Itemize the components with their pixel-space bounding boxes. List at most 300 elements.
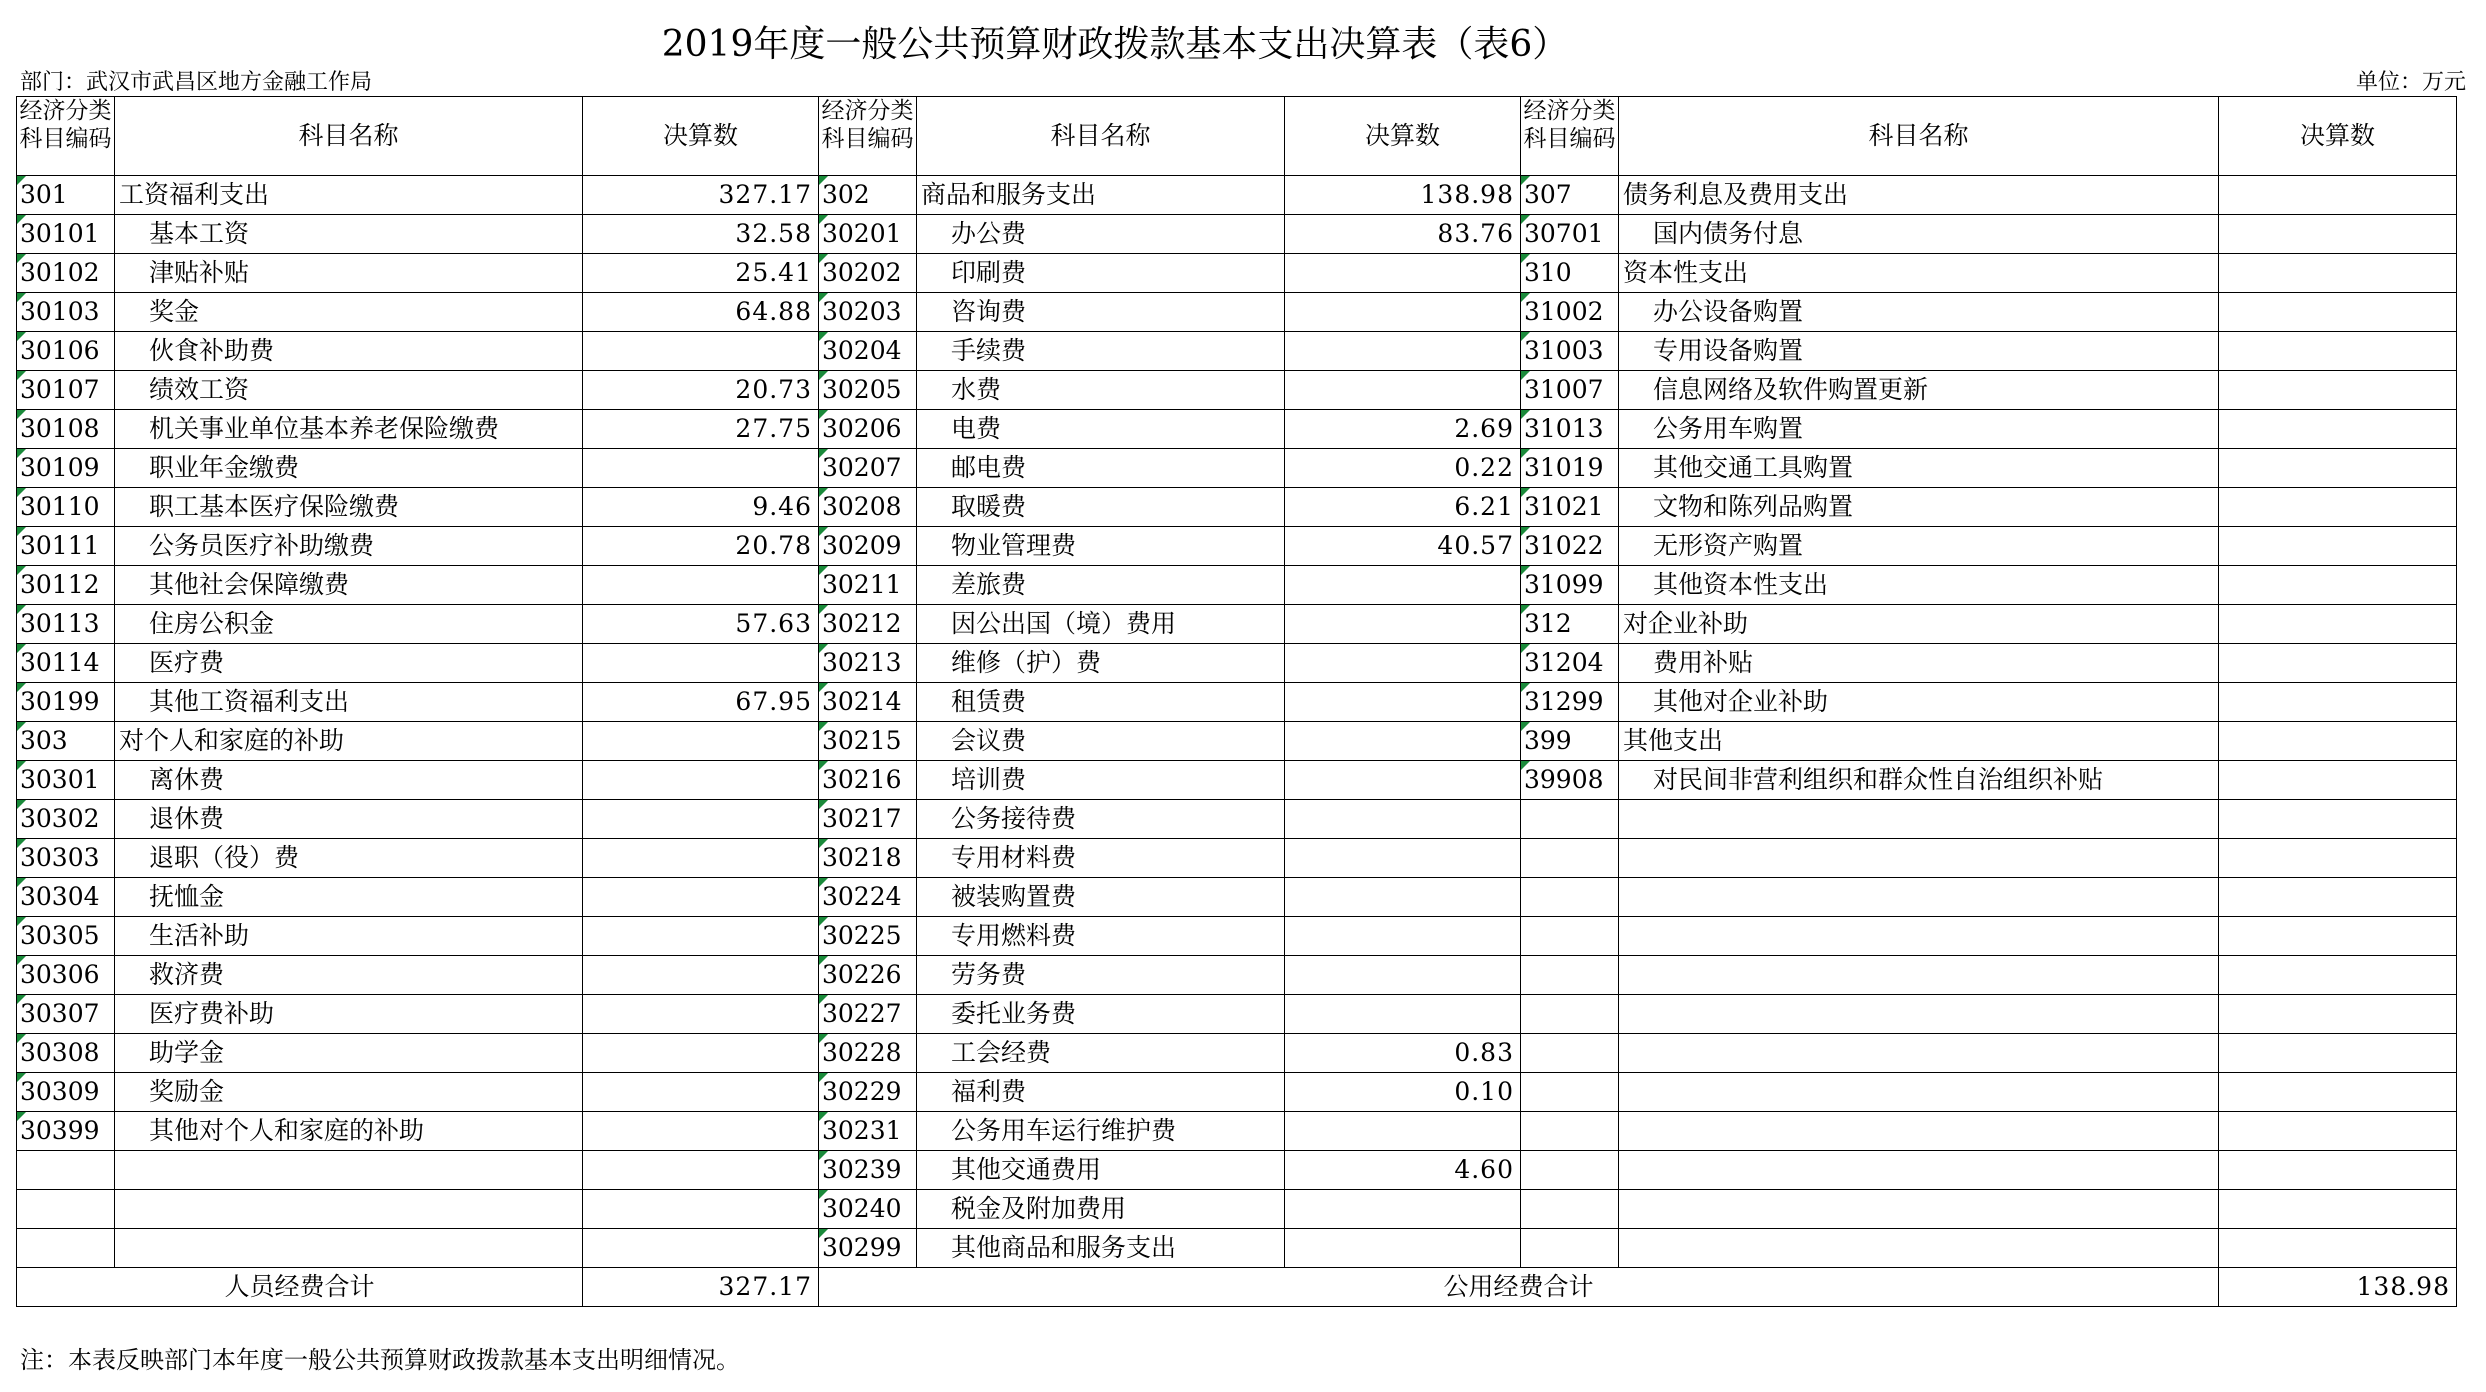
header-code-2[interactable]: 经济分类科目编码 <box>819 97 917 176</box>
header-amount-3[interactable]: 决算数 <box>2219 97 2457 176</box>
item-name-cell[interactable]: 住房公积金 <box>115 605 583 644</box>
table-row <box>17 956 2457 995</box>
amount-cell[interactable] <box>583 761 819 800</box>
item-name-cell[interactable]: 工资福利支出 <box>115 176 583 215</box>
table-row <box>17 878 2457 917</box>
table-row <box>17 293 2457 332</box>
item-name-cell[interactable]: 电费 <box>917 410 1285 449</box>
code-cell[interactable]: 30228 <box>819 1034 917 1073</box>
code-cell[interactable]: 30231 <box>819 1112 917 1151</box>
amount-cell[interactable] <box>1285 761 1521 800</box>
code-cell[interactable]: 31022 <box>1521 527 1619 566</box>
code-cell[interactable]: 30239 <box>819 1151 917 1190</box>
code-cell[interactable]: 31002 <box>1521 293 1619 332</box>
amount-cell[interactable]: 64.88 <box>583 293 819 332</box>
table-row <box>17 215 2457 254</box>
personnel-total-label[interactable]: 人员经费合计 <box>17 1268 583 1307</box>
item-name-cell[interactable]: 职工基本医疗保险缴费 <box>115 488 583 527</box>
table-row <box>17 410 2457 449</box>
code-cell[interactable]: 30204 <box>819 332 917 371</box>
table-row <box>17 1229 2457 1268</box>
amount-cell[interactable]: 0.22 <box>1285 449 1521 488</box>
amount-cell[interactable] <box>2219 254 2457 293</box>
code-cell[interactable]: 30215 <box>819 722 917 761</box>
amount-cell[interactable] <box>2219 1190 2457 1229</box>
code-cell[interactable]: 30304 <box>17 878 115 917</box>
amount-cell[interactable] <box>1285 839 1521 878</box>
code-cell[interactable]: 30307 <box>17 995 115 1034</box>
item-name-cell[interactable]: 专用设备购置 <box>1619 332 2219 371</box>
expenditure-table <box>16 96 2457 1307</box>
item-name-cell[interactable] <box>1619 917 2219 956</box>
amount-cell[interactable] <box>1285 683 1521 722</box>
amount-cell[interactable] <box>2219 956 2457 995</box>
amount-cell[interactable] <box>2219 800 2457 839</box>
code-cell[interactable]: 30102 <box>17 254 115 293</box>
code-cell[interactable]: 30227 <box>819 995 917 1034</box>
amount-cell[interactable]: 0.10 <box>1285 1073 1521 1112</box>
item-name-cell[interactable]: 奖金 <box>115 293 583 332</box>
item-name-cell[interactable]: 差旅费 <box>917 566 1285 605</box>
amount-cell[interactable] <box>2219 917 2457 956</box>
item-name-cell[interactable] <box>1619 1151 2219 1190</box>
item-name-cell[interactable]: 取暖费 <box>917 488 1285 527</box>
totals-row <box>17 1268 2457 1307</box>
amount-cell[interactable] <box>583 1151 819 1190</box>
code-cell[interactable]: 30205 <box>819 371 917 410</box>
table-row <box>17 761 2457 800</box>
item-name-cell[interactable] <box>1619 1229 2219 1268</box>
amount-cell[interactable] <box>1285 254 1521 293</box>
code-cell[interactable]: 30202 <box>819 254 917 293</box>
amount-cell[interactable] <box>2219 761 2457 800</box>
amount-cell[interactable] <box>583 566 819 605</box>
item-name-cell[interactable] <box>1619 1073 2219 1112</box>
item-name-cell[interactable]: 水费 <box>917 371 1285 410</box>
amount-cell[interactable]: 27.75 <box>583 410 819 449</box>
amount-cell[interactable] <box>1285 1190 1521 1229</box>
item-name-cell[interactable]: 专用材料费 <box>917 839 1285 878</box>
item-name-cell[interactable]: 机关事业单位基本养老保险缴费 <box>115 410 583 449</box>
amount-cell[interactable] <box>1285 1112 1521 1151</box>
item-name-cell[interactable]: 奖励金 <box>115 1073 583 1112</box>
code-cell[interactable]: 30399 <box>17 1112 115 1151</box>
code-cell[interactable]: 303 <box>17 722 115 761</box>
code-cell[interactable]: 31007 <box>1521 371 1619 410</box>
item-name-cell[interactable]: 其他交通工具购置 <box>1619 449 2219 488</box>
code-cell[interactable]: 30224 <box>819 878 917 917</box>
item-name-cell[interactable]: 专用燃料费 <box>917 917 1285 956</box>
code-cell[interactable] <box>1521 995 1619 1034</box>
public-total-label[interactable]: 公用经费合计 <box>819 1268 2219 1307</box>
code-cell[interactable]: 30114 <box>17 644 115 683</box>
report-title-row <box>0 16 2486 74</box>
item-name-cell[interactable]: 公务用车运行维护费 <box>917 1112 1285 1151</box>
code-cell[interactable]: 30212 <box>819 605 917 644</box>
header-code-3[interactable]: 经济分类科目编码 <box>1521 97 1619 176</box>
item-name-cell[interactable]: 救济费 <box>115 956 583 995</box>
code-cell[interactable] <box>17 1190 115 1229</box>
item-name-cell[interactable]: 医疗费补助 <box>115 995 583 1034</box>
amount-cell[interactable] <box>583 1073 819 1112</box>
item-name-cell[interactable]: 会议费 <box>917 722 1285 761</box>
code-cell[interactable]: 30209 <box>819 527 917 566</box>
code-cell[interactable]: 31013 <box>1521 410 1619 449</box>
code-cell[interactable]: 30305 <box>17 917 115 956</box>
item-name-cell[interactable]: 对民间非营利组织和群众性自治组织补贴 <box>1619 761 2219 800</box>
item-name-cell[interactable]: 退休费 <box>115 800 583 839</box>
item-name-cell[interactable] <box>1619 878 2219 917</box>
item-name-cell[interactable]: 工会经费 <box>917 1034 1285 1073</box>
item-name-cell[interactable]: 基本工资 <box>115 215 583 254</box>
code-cell[interactable] <box>1521 1112 1619 1151</box>
amount-cell[interactable]: 138.98 <box>1285 176 1521 215</box>
code-cell[interactable] <box>17 1229 115 1268</box>
code-cell[interactable]: 30225 <box>819 917 917 956</box>
amount-cell[interactable] <box>2219 293 2457 332</box>
table-row <box>17 527 2457 566</box>
code-cell[interactable] <box>1521 1034 1619 1073</box>
footnote: 注：本表反映部门本年度一般公共预算财政拨款基本支出明细情况。 <box>20 1346 740 1374</box>
amount-cell[interactable] <box>2219 449 2457 488</box>
code-cell[interactable]: 30213 <box>819 644 917 683</box>
code-cell[interactable]: 30701 <box>1521 215 1619 254</box>
table-row <box>17 1073 2457 1112</box>
code-cell[interactable]: 301 <box>17 176 115 215</box>
amount-cell[interactable] <box>583 995 819 1034</box>
code-cell[interactable]: 30199 <box>17 683 115 722</box>
department-label: 部门：武汉市武昌区地方金融工作局 <box>20 70 373 95</box>
code-cell[interactable]: 30108 <box>17 410 115 449</box>
code-cell[interactable]: 30109 <box>17 449 115 488</box>
amount-cell[interactable] <box>1285 995 1521 1034</box>
code-cell[interactable]: 30211 <box>819 566 917 605</box>
amount-cell[interactable] <box>1285 293 1521 332</box>
table-row <box>17 176 2457 215</box>
item-name-cell[interactable]: 信息网络及软件购置更新 <box>1619 371 2219 410</box>
code-cell[interactable]: 30107 <box>17 371 115 410</box>
item-name-cell[interactable] <box>115 1190 583 1229</box>
code-cell[interactable]: 30201 <box>819 215 917 254</box>
item-name-cell[interactable]: 资本性支出 <box>1619 254 2219 293</box>
item-name-cell[interactable]: 无形资产购置 <box>1619 527 2219 566</box>
item-name-cell[interactable]: 医疗费 <box>115 644 583 683</box>
item-name-cell[interactable]: 职业年金缴费 <box>115 449 583 488</box>
code-cell[interactable]: 30103 <box>17 293 115 332</box>
table-row <box>17 917 2457 956</box>
amount-cell[interactable] <box>1285 800 1521 839</box>
table-row <box>17 995 2457 1034</box>
code-cell[interactable]: 30106 <box>17 332 115 371</box>
amount-cell[interactable]: 4.60 <box>1285 1151 1521 1190</box>
item-name-cell[interactable]: 其他工资福利支出 <box>115 683 583 722</box>
table-row <box>17 449 2457 488</box>
code-cell[interactable]: 30112 <box>17 566 115 605</box>
code-cell[interactable] <box>1521 1190 1619 1229</box>
item-name-cell[interactable]: 抚恤金 <box>115 878 583 917</box>
table-row <box>17 800 2457 839</box>
code-cell[interactable]: 30206 <box>819 410 917 449</box>
table-row <box>17 1112 2457 1151</box>
item-name-cell[interactable]: 离休费 <box>115 761 583 800</box>
report-title: 2019年度一般公共预算财政拨款基本支出决算表（表6） <box>661 24 1569 65</box>
amount-cell[interactable] <box>1285 917 1521 956</box>
amount-cell[interactable]: 83.76 <box>1285 215 1521 254</box>
item-name-cell[interactable]: 对个人和家庭的补助 <box>115 722 583 761</box>
amount-cell[interactable] <box>2219 332 2457 371</box>
code-cell[interactable]: 31099 <box>1521 566 1619 605</box>
amount-cell[interactable]: 327.17 <box>583 176 819 215</box>
amount-cell[interactable] <box>583 332 819 371</box>
item-name-cell[interactable] <box>1619 956 2219 995</box>
amount-cell[interactable] <box>583 956 819 995</box>
item-name-cell[interactable]: 费用补贴 <box>1619 644 2219 683</box>
amount-cell[interactable] <box>1285 1229 1521 1268</box>
table-row <box>17 1034 2457 1073</box>
table-row <box>17 1190 2457 1229</box>
item-name-cell[interactable]: 伙食补助费 <box>115 332 583 371</box>
amount-cell[interactable] <box>583 917 819 956</box>
amount-cell[interactable] <box>2219 371 2457 410</box>
code-cell[interactable]: 310 <box>1521 254 1619 293</box>
amount-cell[interactable] <box>2219 488 2457 527</box>
item-name-cell[interactable]: 邮电费 <box>917 449 1285 488</box>
table-row <box>17 488 2457 527</box>
item-name-cell[interactable]: 办公费 <box>917 215 1285 254</box>
code-cell[interactable] <box>1521 1151 1619 1190</box>
amount-cell[interactable]: 0.83 <box>1285 1034 1521 1073</box>
code-cell[interactable] <box>1521 800 1619 839</box>
code-cell[interactable]: 31021 <box>1521 488 1619 527</box>
amount-cell[interactable]: 25.41 <box>583 254 819 293</box>
table-row <box>17 683 2457 722</box>
item-name-cell[interactable]: 其他交通费用 <box>917 1151 1285 1190</box>
amount-cell[interactable] <box>583 800 819 839</box>
code-cell[interactable] <box>1521 956 1619 995</box>
amount-cell[interactable]: 67.95 <box>583 683 819 722</box>
item-name-cell[interactable]: 因公出国（境）费用 <box>917 605 1285 644</box>
code-cell[interactable]: 30110 <box>17 488 115 527</box>
header-amount-2[interactable]: 决算数 <box>1285 97 1521 176</box>
item-name-cell[interactable]: 办公设备购置 <box>1619 293 2219 332</box>
amount-cell[interactable] <box>2219 215 2457 254</box>
code-cell[interactable]: 30303 <box>17 839 115 878</box>
amount-cell[interactable] <box>1285 332 1521 371</box>
amount-cell[interactable] <box>1285 956 1521 995</box>
header-name-3[interactable]: 科目名称 <box>1619 97 2219 176</box>
item-name-cell[interactable]: 退职（役）费 <box>115 839 583 878</box>
code-cell[interactable]: 30218 <box>819 839 917 878</box>
item-name-cell[interactable]: 其他资本性支出 <box>1619 566 2219 605</box>
amount-cell[interactable]: 40.57 <box>1285 527 1521 566</box>
public-total-amount[interactable]: 138.98 <box>2219 1268 2457 1307</box>
item-name-cell[interactable]: 劳务费 <box>917 956 1285 995</box>
code-cell[interactable]: 30214 <box>819 683 917 722</box>
item-name-cell[interactable] <box>115 1229 583 1268</box>
amount-cell[interactable]: 6.21 <box>1285 488 1521 527</box>
code-cell[interactable]: 31003 <box>1521 332 1619 371</box>
table-row <box>17 566 2457 605</box>
code-cell[interactable]: 30240 <box>819 1190 917 1229</box>
amount-cell[interactable]: 32.58 <box>583 215 819 254</box>
item-name-cell[interactable] <box>1619 1034 2219 1073</box>
code-cell[interactable]: 30113 <box>17 605 115 644</box>
table-row <box>17 254 2457 293</box>
code-cell[interactable]: 30207 <box>819 449 917 488</box>
item-name-cell[interactable]: 公务接待费 <box>917 800 1285 839</box>
item-name-cell[interactable]: 对企业补助 <box>1619 605 2219 644</box>
table-row <box>17 839 2457 878</box>
item-name-cell[interactable]: 租赁费 <box>917 683 1285 722</box>
amount-cell[interactable] <box>2219 683 2457 722</box>
amount-cell[interactable] <box>583 1190 819 1229</box>
amount-cell[interactable] <box>2219 878 2457 917</box>
amount-cell[interactable] <box>1285 644 1521 683</box>
amount-cell[interactable] <box>2219 995 2457 1034</box>
amount-cell[interactable] <box>583 1229 819 1268</box>
code-cell[interactable]: 31204 <box>1521 644 1619 683</box>
code-cell[interactable]: 30226 <box>819 956 917 995</box>
code-cell[interactable]: 30208 <box>819 488 917 527</box>
item-name-cell[interactable] <box>1619 995 2219 1034</box>
amount-cell[interactable] <box>583 878 819 917</box>
table-row <box>17 605 2457 644</box>
code-cell[interactable]: 30308 <box>17 1034 115 1073</box>
item-name-cell[interactable]: 助学金 <box>115 1034 583 1073</box>
item-name-cell[interactable]: 委托业务费 <box>917 995 1285 1034</box>
item-name-cell[interactable]: 公务员医疗补助缴费 <box>115 527 583 566</box>
code-cell[interactable]: 30216 <box>819 761 917 800</box>
amount-cell[interactable] <box>2219 1151 2457 1190</box>
amount-cell[interactable] <box>583 1034 819 1073</box>
amount-cell[interactable] <box>2219 605 2457 644</box>
amount-cell[interactable] <box>1285 566 1521 605</box>
header-row <box>17 97 2457 176</box>
item-name-cell[interactable]: 其他商品和服务支出 <box>917 1229 1285 1268</box>
code-cell[interactable]: 30306 <box>17 956 115 995</box>
code-cell[interactable]: 31299 <box>1521 683 1619 722</box>
code-cell[interactable]: 30301 <box>17 761 115 800</box>
item-name-cell[interactable]: 税金及附加费用 <box>917 1190 1285 1229</box>
code-cell[interactable]: 30309 <box>17 1073 115 1112</box>
amount-cell[interactable] <box>2219 176 2457 215</box>
item-name-cell[interactable] <box>1619 1112 2219 1151</box>
table-row <box>17 644 2457 683</box>
code-cell[interactable]: 39908 <box>1521 761 1619 800</box>
header-name-1[interactable]: 科目名称 <box>115 97 583 176</box>
table-row <box>17 722 2457 761</box>
item-name-cell[interactable]: 其他对个人和家庭的补助 <box>115 1112 583 1151</box>
item-name-cell[interactable]: 公务用车购置 <box>1619 410 2219 449</box>
amount-cell[interactable] <box>1285 878 1521 917</box>
amount-cell[interactable]: 2.69 <box>1285 410 1521 449</box>
code-cell[interactable] <box>1521 1229 1619 1268</box>
amount-cell[interactable] <box>2219 566 2457 605</box>
personnel-total-amount[interactable]: 327.17 <box>583 1268 819 1307</box>
amount-cell[interactable] <box>2219 410 2457 449</box>
item-name-cell[interactable]: 福利费 <box>917 1073 1285 1112</box>
item-name-cell[interactable]: 印刷费 <box>917 254 1285 293</box>
item-name-cell[interactable]: 维修（护）费 <box>917 644 1285 683</box>
item-name-cell[interactable]: 被装购置费 <box>917 878 1285 917</box>
code-cell[interactable] <box>17 1151 115 1190</box>
item-name-cell[interactable] <box>1619 839 2219 878</box>
amount-cell[interactable]: 9.46 <box>583 488 819 527</box>
item-name-cell[interactable]: 其他支出 <box>1619 722 2219 761</box>
code-cell[interactable]: 30101 <box>17 215 115 254</box>
code-cell[interactable]: 30217 <box>819 800 917 839</box>
code-cell[interactable]: 30111 <box>17 527 115 566</box>
amount-cell[interactable] <box>583 644 819 683</box>
amount-cell[interactable] <box>583 722 819 761</box>
amount-cell[interactable]: 20.73 <box>583 371 819 410</box>
amount-cell[interactable] <box>2219 527 2457 566</box>
code-cell[interactable] <box>1521 917 1619 956</box>
item-name-cell[interactable]: 绩效工资 <box>115 371 583 410</box>
code-cell[interactable]: 302 <box>819 176 917 215</box>
amount-cell[interactable] <box>2219 1073 2457 1112</box>
item-name-cell[interactable]: 商品和服务支出 <box>917 176 1285 215</box>
code-cell[interactable]: 307 <box>1521 176 1619 215</box>
table-row <box>17 1151 2457 1190</box>
amount-cell[interactable]: 20.78 <box>583 527 819 566</box>
code-cell[interactable]: 30203 <box>819 293 917 332</box>
item-name-cell[interactable]: 津贴补贴 <box>115 254 583 293</box>
item-name-cell[interactable]: 生活补助 <box>115 917 583 956</box>
item-name-cell[interactable]: 手续费 <box>917 332 1285 371</box>
amount-cell[interactable] <box>1285 722 1521 761</box>
amount-cell[interactable]: 57.63 <box>583 605 819 644</box>
item-name-cell[interactable]: 其他社会保障缴费 <box>115 566 583 605</box>
code-cell[interactable] <box>1521 878 1619 917</box>
unit-label: 单位：万元 <box>2355 70 2466 95</box>
item-name-cell[interactable]: 咨询费 <box>917 293 1285 332</box>
code-cell[interactable] <box>1521 839 1619 878</box>
amount-cell[interactable] <box>583 1112 819 1151</box>
code-cell[interactable] <box>1521 1073 1619 1112</box>
header-name-2[interactable]: 科目名称 <box>917 97 1285 176</box>
amount-cell[interactable] <box>2219 1229 2457 1268</box>
amount-cell[interactable] <box>2219 722 2457 761</box>
amount-cell[interactable] <box>2219 1112 2457 1151</box>
amount-cell[interactable] <box>583 839 819 878</box>
code-cell[interactable]: 30302 <box>17 800 115 839</box>
amount-cell[interactable] <box>2219 839 2457 878</box>
item-name-cell[interactable]: 文物和陈列品购置 <box>1619 488 2219 527</box>
amount-cell[interactable] <box>2219 644 2457 683</box>
item-name-cell[interactable] <box>1619 1190 2219 1229</box>
table-row <box>17 371 2457 410</box>
item-name-cell[interactable]: 培训费 <box>917 761 1285 800</box>
code-cell[interactable]: 31019 <box>1521 449 1619 488</box>
header-amount-1[interactable]: 决算数 <box>583 97 819 176</box>
code-cell[interactable]: 30229 <box>819 1073 917 1112</box>
code-cell[interactable]: 312 <box>1521 605 1619 644</box>
code-cell[interactable]: 30299 <box>819 1229 917 1268</box>
item-name-cell[interactable]: 物业管理费 <box>917 527 1285 566</box>
item-name-cell[interactable]: 国内债务付息 <box>1619 215 2219 254</box>
header-code-1[interactable]: 经济分类科目编码 <box>17 97 115 176</box>
code-cell[interactable]: 399 <box>1521 722 1619 761</box>
item-name-cell[interactable] <box>115 1151 583 1190</box>
amount-cell[interactable] <box>2219 1034 2457 1073</box>
amount-cell[interactable] <box>1285 605 1521 644</box>
item-name-cell[interactable]: 债务利息及费用支出 <box>1619 176 2219 215</box>
item-name-cell[interactable] <box>1619 800 2219 839</box>
item-name-cell[interactable]: 其他对企业补助 <box>1619 683 2219 722</box>
amount-cell[interactable] <box>583 449 819 488</box>
amount-cell[interactable] <box>1285 371 1521 410</box>
